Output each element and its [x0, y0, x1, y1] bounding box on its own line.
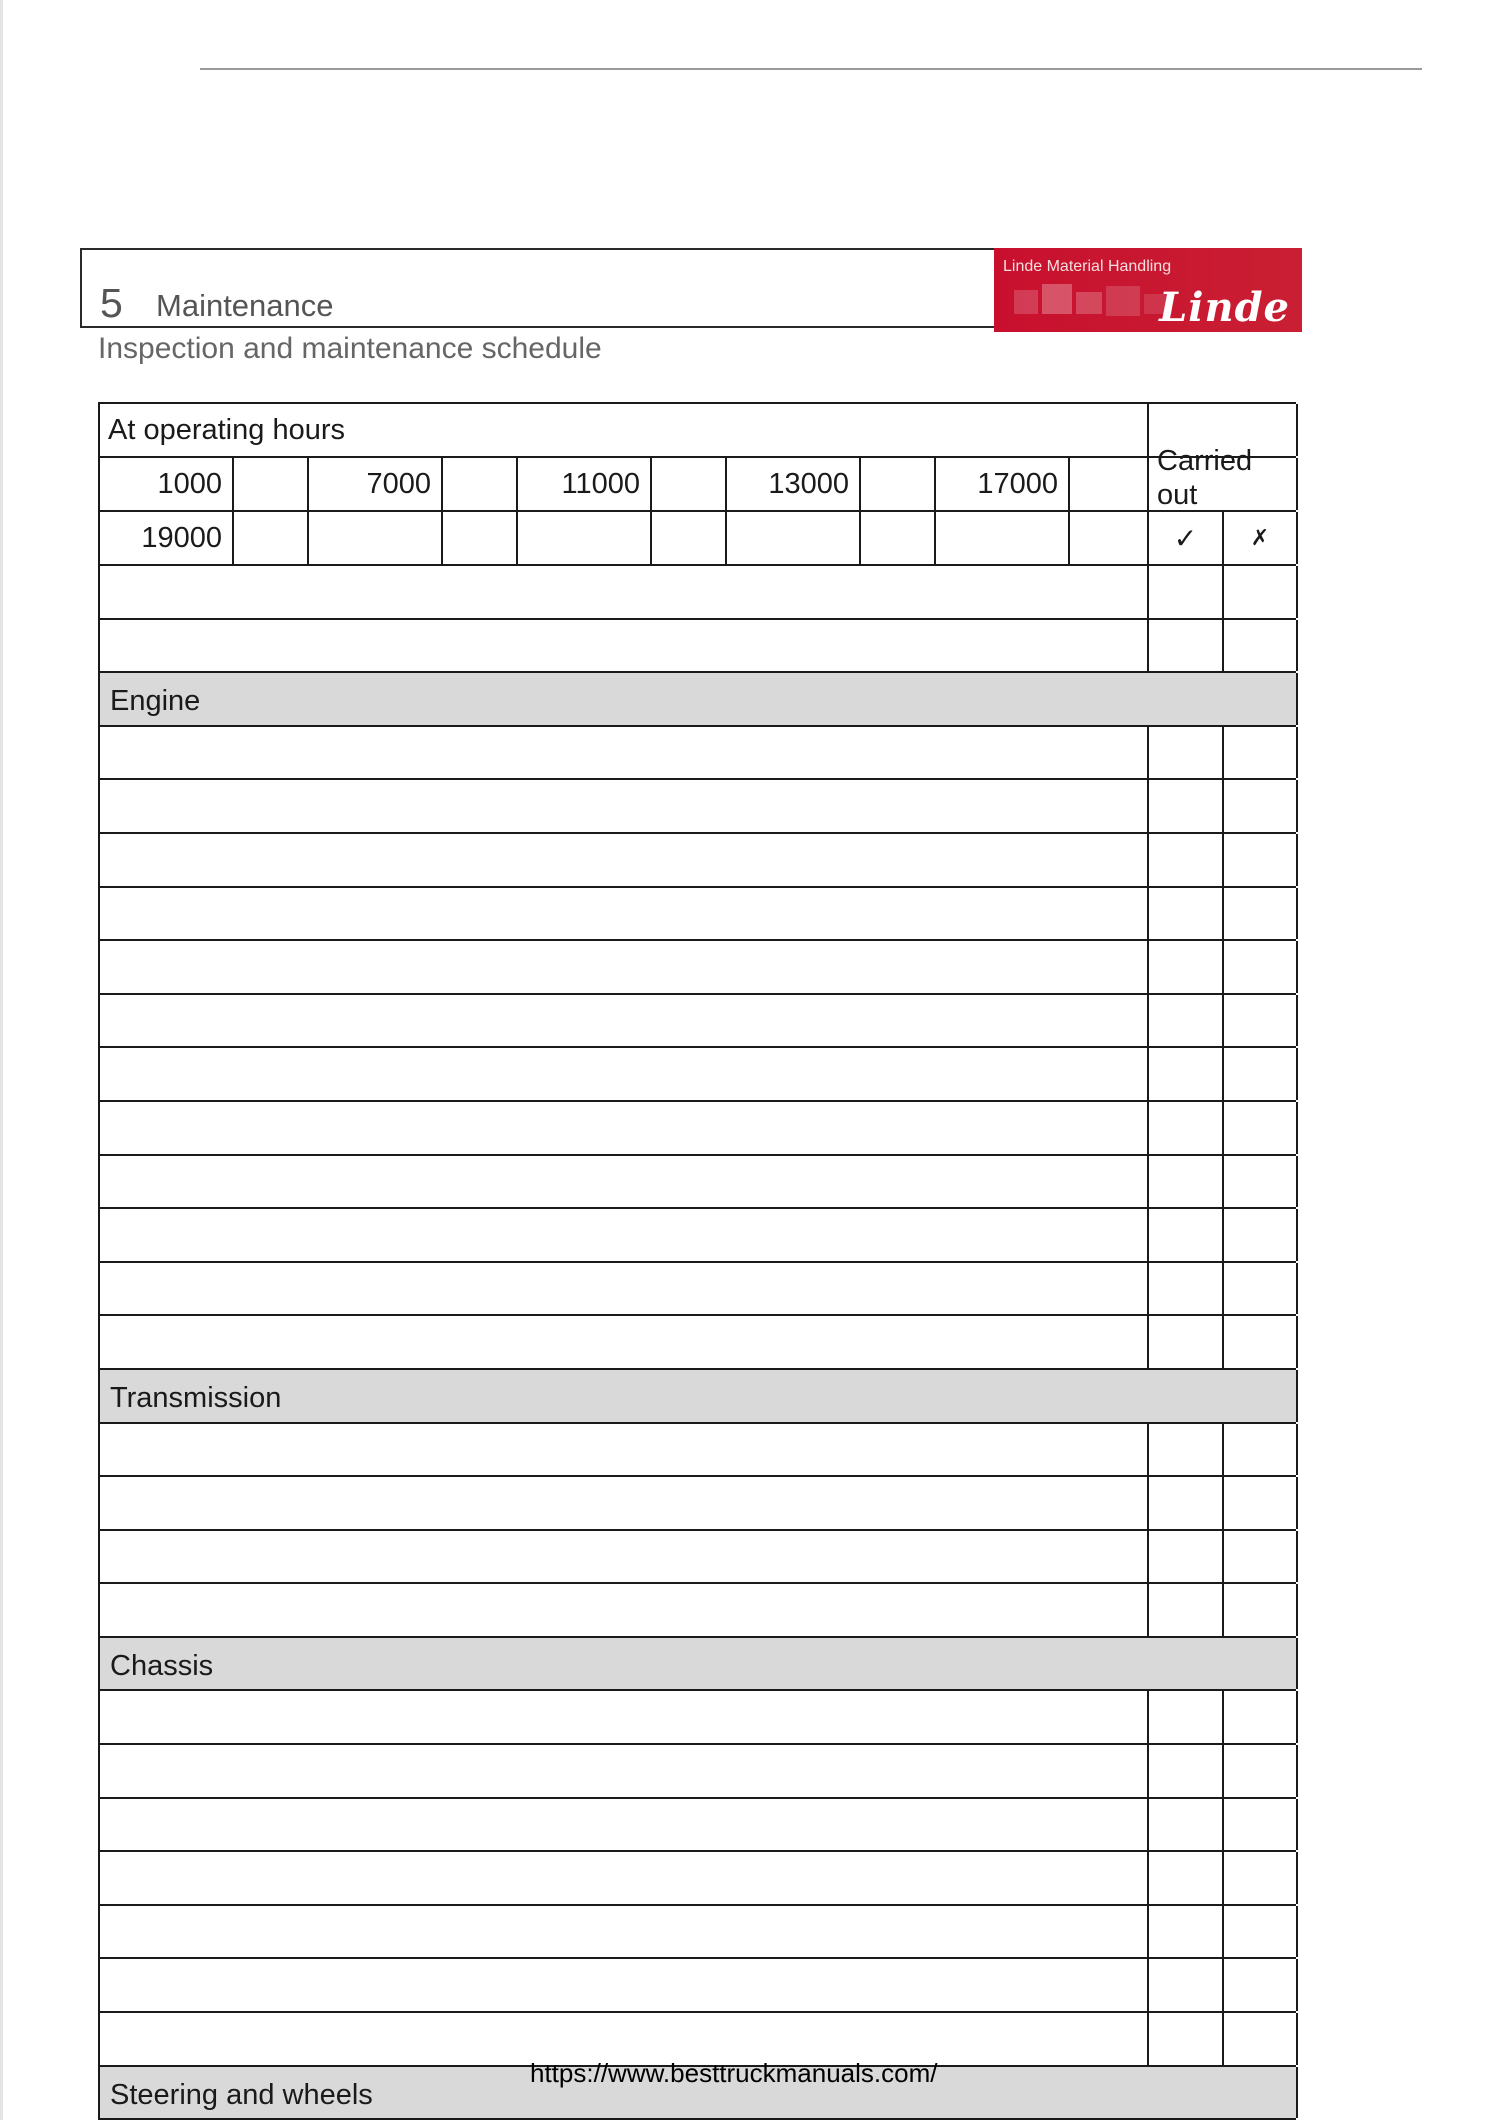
hours-value-empty[interactable] [936, 512, 1070, 564]
hours-check-box[interactable] [1070, 458, 1149, 510]
done-checkbox[interactable] [1149, 780, 1224, 832]
task-cell [100, 1852, 1149, 1904]
task-cell [100, 1531, 1149, 1583]
table-row [100, 1477, 1296, 1531]
table-row [100, 1316, 1296, 1370]
task-cell [100, 1263, 1149, 1315]
done-checkbox[interactable] [1149, 1799, 1224, 1851]
maintenance-schedule-table [98, 402, 1296, 2120]
done-checkbox[interactable] [1149, 1263, 1224, 1315]
done-checkbox[interactable] [1149, 995, 1224, 1047]
hours-check-box[interactable] [443, 512, 518, 564]
table-row [100, 1852, 1296, 1906]
hours-header-row [100, 404, 1296, 458]
task-cell [100, 620, 1149, 672]
table-row [100, 1209, 1296, 1263]
task-cell [100, 1584, 1149, 1636]
section-cell [100, 673, 1298, 725]
done-checkbox[interactable] [1149, 1959, 1224, 2011]
done-checkbox[interactable] [1149, 888, 1224, 940]
table-row [100, 1584, 1296, 1638]
brand-pattern-icon [1014, 284, 1174, 324]
hours-check-box[interactable] [861, 512, 936, 564]
table-row [100, 1531, 1296, 1585]
not-done-checkbox[interactable] [1224, 1959, 1298, 2011]
section-transmission [100, 1370, 1296, 1424]
done-checkbox[interactable] [1149, 834, 1224, 886]
task-cell [100, 1691, 1149, 1743]
not-done-checkbox[interactable] [1224, 995, 1298, 1047]
page-edge [0, 0, 3, 2120]
hours-check-box[interactable] [234, 458, 309, 510]
done-checkbox[interactable] [1149, 1209, 1224, 1261]
not-done-checkbox[interactable] [1224, 566, 1298, 618]
cross-icon: ✗ [1224, 512, 1298, 564]
task-cell [100, 888, 1149, 940]
done-checkbox[interactable] [1149, 1852, 1224, 1904]
task-cell [100, 1316, 1149, 1368]
section-transmission-label: Transmission [110, 1381, 282, 1414]
table-row [100, 834, 1296, 888]
not-done-checkbox[interactable] [1224, 620, 1298, 672]
hours-value-19000: 19000 [100, 512, 234, 564]
hours-value-13000: 13000 [727, 458, 861, 510]
hours-value-11000: 11000 [518, 458, 652, 510]
hours-check-box[interactable] [652, 458, 727, 510]
task-cell [100, 1102, 1149, 1154]
footer-url[interactable]: https://www.besttruckmanuals.com/ [530, 2058, 938, 2088]
done-checkbox[interactable] [1149, 941, 1224, 993]
table-row [100, 1691, 1296, 1745]
task-cell [100, 1745, 1149, 1797]
table-row [100, 1263, 1296, 1317]
carried-out-label: Carried out [1157, 445, 1253, 511]
table-row [100, 1906, 1296, 1960]
done-checkbox[interactable] [1149, 1424, 1224, 1476]
hours-check-box[interactable] [652, 512, 727, 564]
table-row [100, 941, 1296, 995]
not-done-checkbox[interactable] [1224, 1048, 1298, 1100]
not-done-checkbox[interactable] [1224, 780, 1298, 832]
not-done-checkbox[interactable] [1224, 1531, 1298, 1583]
table-row [100, 780, 1296, 834]
chapter-header [80, 248, 994, 328]
not-done-checkbox[interactable] [1224, 727, 1298, 779]
section-chassis-label: Chassis [110, 1649, 214, 1682]
not-done-checkbox[interactable] [1224, 1102, 1298, 1154]
task-cell [100, 1209, 1149, 1261]
page-subtitle: Inspection and maintenance schedule [98, 332, 602, 365]
hours-value-empty[interactable] [727, 512, 861, 564]
task-cell [100, 566, 1149, 618]
not-done-checkbox[interactable] [1224, 888, 1298, 940]
table-row [100, 1156, 1296, 1210]
done-checkbox[interactable] [1149, 1477, 1224, 1529]
task-cell [100, 995, 1149, 1047]
table-row [100, 1048, 1296, 1102]
top-rule [200, 68, 1422, 70]
section-cell [100, 1370, 1298, 1422]
hours-row [100, 458, 1296, 512]
section-engine-label: Engine [110, 685, 201, 718]
hours-value-17000: 17000 [936, 458, 1070, 510]
task-cell [100, 1959, 1149, 2011]
hours-header-cell [100, 404, 1149, 456]
not-done-checkbox[interactable] [1224, 1477, 1298, 1529]
task-cell [100, 941, 1149, 993]
done-checkbox[interactable] [1149, 2013, 1224, 2065]
task-cell [100, 1424, 1149, 1476]
not-done-checkbox[interactable] [1224, 941, 1298, 993]
done-checkbox[interactable] [1149, 620, 1224, 672]
done-checkbox[interactable] [1149, 1316, 1224, 1368]
done-checkbox[interactable] [1149, 1584, 1224, 1636]
done-checkbox[interactable] [1149, 1048, 1224, 1100]
chapter-title: Maintenance [156, 288, 334, 323]
hours-value-empty[interactable] [309, 512, 443, 564]
carried-out-spacer [1149, 458, 1298, 510]
chapter-number: 5 [100, 280, 123, 326]
not-done-checkbox[interactable] [1224, 1424, 1298, 1476]
done-checkbox[interactable] [1149, 1745, 1224, 1797]
table-row [100, 1424, 1296, 1478]
not-done-checkbox[interactable] [1224, 1799, 1298, 1851]
table-row [100, 1959, 1296, 2013]
not-done-checkbox[interactable] [1224, 1745, 1298, 1797]
table-row [100, 620, 1296, 674]
hours-value-7000: 7000 [309, 458, 443, 510]
done-checkbox[interactable] [1149, 1102, 1224, 1154]
not-done-checkbox[interactable] [1224, 1156, 1298, 1208]
hours-check-box[interactable] [861, 458, 936, 510]
hours-value-empty[interactable] [518, 512, 652, 564]
section-cell [100, 1638, 1298, 1690]
done-checkbox[interactable] [1149, 1906, 1224, 1958]
not-done-checkbox[interactable] [1224, 1906, 1298, 1958]
table-row [100, 727, 1296, 781]
checkmark-icon: ✓ [1149, 512, 1224, 564]
not-done-checkbox[interactable] [1224, 2013, 1298, 2065]
not-done-checkbox[interactable] [1224, 1316, 1298, 1368]
done-checkbox[interactable] [1149, 727, 1224, 779]
done-checkbox[interactable] [1149, 1156, 1224, 1208]
table-row [100, 1745, 1296, 1799]
table-row [100, 1799, 1296, 1853]
task-cell [100, 727, 1149, 779]
hours-check-box[interactable] [234, 512, 309, 564]
brand-logo-block [994, 248, 1302, 332]
brand-tagline: Linde Material Handling [1003, 258, 1172, 275]
hours-header-label: At operating hours [108, 414, 345, 446]
done-checkbox[interactable] [1149, 1691, 1224, 1743]
not-done-checkbox[interactable] [1224, 1852, 1298, 1904]
table-row [100, 995, 1296, 1049]
not-done-checkbox[interactable] [1224, 1584, 1298, 1636]
hours-check-box[interactable] [443, 458, 518, 510]
table-row [100, 888, 1296, 942]
not-done-checkbox[interactable] [1224, 834, 1298, 886]
table-row [100, 1102, 1296, 1156]
task-cell [100, 1906, 1149, 1958]
section-engine [100, 673, 1296, 727]
hours-value-1000: 1000 [100, 458, 234, 510]
section-steering-label: Steering and wheels [110, 2078, 373, 2111]
section-chassis [100, 1638, 1296, 1692]
task-cell [100, 834, 1149, 886]
table-row [100, 566, 1296, 620]
task-cell [100, 1799, 1149, 1851]
task-cell [100, 1048, 1149, 1100]
task-cell [100, 2013, 1149, 2065]
done-checkbox[interactable] [1149, 566, 1224, 618]
hours-row [100, 512, 1296, 566]
hours-check-box[interactable] [1070, 512, 1149, 564]
task-cell [100, 780, 1149, 832]
not-done-checkbox[interactable] [1224, 1263, 1298, 1315]
task-cell [100, 1477, 1149, 1529]
linde-logo: Linde [1159, 284, 1290, 331]
task-cell [100, 1156, 1149, 1208]
not-done-checkbox[interactable] [1224, 1691, 1298, 1743]
not-done-checkbox[interactable] [1224, 1209, 1298, 1261]
done-checkbox[interactable] [1149, 1531, 1224, 1583]
